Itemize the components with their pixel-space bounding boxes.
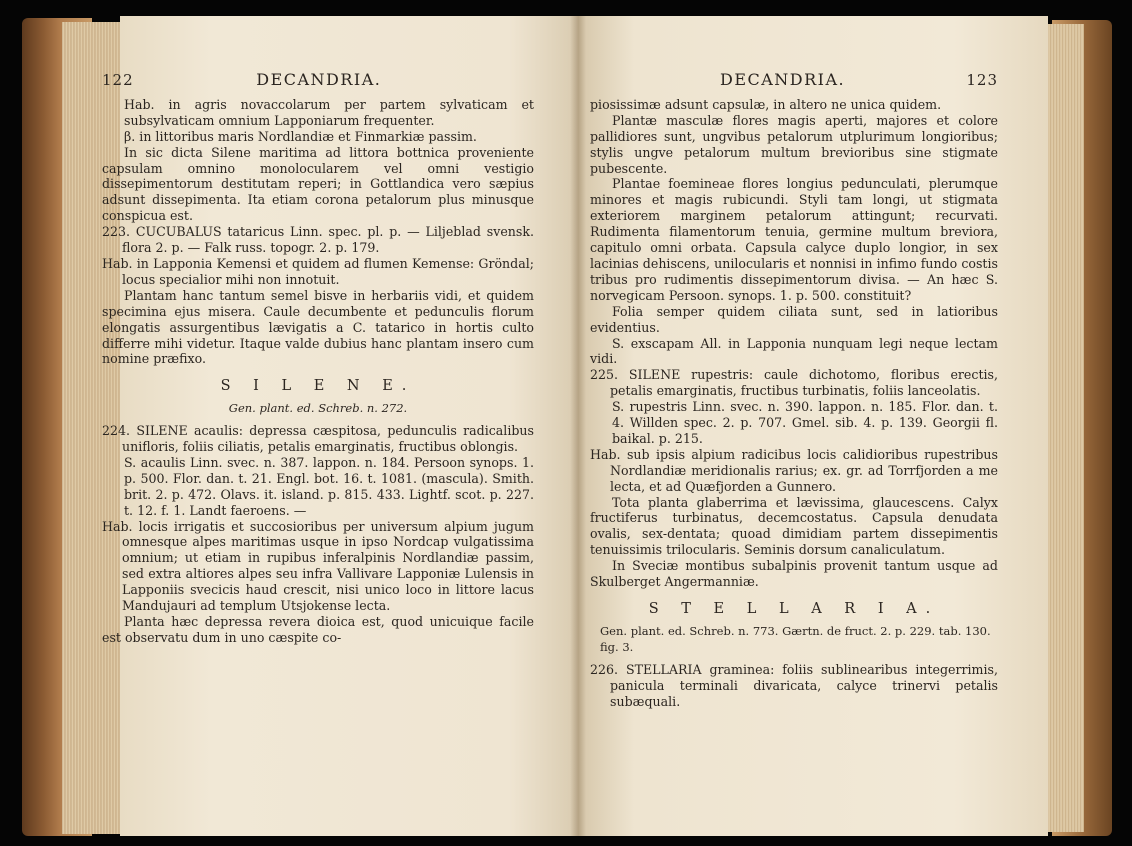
book-gutter [570, 16, 586, 836]
paragraph: S. exscapam All. in Lapponia nunquam legi neque lectam vidi. [590, 335, 998, 367]
paragraph: Plantae foemineae flores longius pedunculati, plerumque minores et magis rubicundi. Styli tam longi, ut stigmata exteriorem marginem petalorum attingunt; recurvati. Rudimenta filamentorum tenuia, germine multum breviora, capitulo omni orbata. Capsula calyce duplo longior, in sex lacinias dehiscens, unilocularis et nonnisi in infimo fundo costis tribus pro rudimentis dissepimentorum divisa. — An hæc S. norvegicam Persoon. synops. 1. p. 500. constituit? [590, 176, 998, 303]
paragraph: Hab. sub ipsis alpium radicibus locis calidioribus rupestribus Nordlandiæ meridionalis rarius; ex. gr. ad Torrfjorden a me lecta, et ad Quæfjorden a Gunnero. [590, 446, 998, 494]
page-number-left: 122 [102, 71, 134, 89]
paragraph: S. acaulis Linn. svec. n. 387. lappon. n. 184. Persoon synops. 1. p. 500. Flor. dan. t. 21. Engl. bot. 16. t. 1081. (mascula). Smith. brit. 2. p. 472. Olavs. it. island. p. 815. 433. Lightf. scot. p. 227. t. 12. f. 1. Landt faeroens. — [124, 454, 534, 518]
right-paragraphs [590, 97, 998, 590]
running-head-right [590, 72, 998, 89]
paragraph: 225. SILENE rupestris: caule dichotomo, floribus erectis, petalis emarginatis, fructibus turbinatis, foliis lanceolatis. [590, 367, 998, 399]
paragraph: In sic dicta Silene maritima ad littora bottnica proveniente capsulam omnino monolocularem vel omni vestigio dissepimentorum destitutam reperi; in Gottlandica vero sæpius adsunt dissepimenta. Ita etiam corona petalorum plus minusque conspicua est. [102, 144, 534, 224]
paragraph: piosissimæ adsunt capsulæ, in altero ne unica quidem. [590, 96, 942, 112]
paragraph: Hab. in Lapponia Kemensi et quidem ad flumen Kemense: Gröndal; locus specialior mihi non innotuit. [102, 255, 534, 287]
genus-reference-silene: Gen. plant. ed. Schreb. n. 272. [228, 401, 408, 416]
paragraph: Tota planta glaberrima et lævissima, glaucescens. Calyx fructiferus turbinatus, decemcostatus. Capsula denudata ovalis, sex-dentata; quoad dimidiam partem dissepimentis tenuissimis trilocularis. Seminis dorsum canaliculatum. [590, 494, 998, 558]
right-paragraphs-2 [590, 662, 998, 710]
paragraph: β. in littoribus maris Nordlandiæ et Finmarkiæ passim. [124, 128, 477, 144]
paragraph: S. rupestris Linn. svec. n. 390. lappon. n. 185. Flor. dan. t. 4. Willden spec. 2. p. 707. Gmel. sib. 4. p. 139. Georgii fl. baikal. p. 215. [612, 399, 998, 446]
paragraph: 223. CUCUBALUS tataricus Linn. spec. pl. p. — Liljeblad svensk. flora 2. p. — Falk russ. topogr. 2. p. 179. [102, 224, 534, 256]
page-number-right: 123 [966, 71, 998, 89]
paragraph: Hab. locis irrigatis et succosioribus per universum alpium jugum omnesque alpes maritimas usque in ipso Nordcap vulgatissima omnium; ut etiam in rupibus inferalpinis Nordlandiæ passim, sed extra altiores alpes seu infra Vallivare Lapponiæ Lulensis in Lapponiis svecicis haud crescit, nisi unico loco in littore lacus Mandujauri ad templum Utsjokense lecta. [102, 518, 534, 614]
running-head-left [102, 72, 534, 89]
genus-title-stellaria: S T E L L A R I A. [648, 601, 940, 617]
paragraph: Plantæ masculæ flores magis aperti, majores et colore pallidiores sunt, ungvibus petalorum utplurimum longioribus; stylis ungve petalorum multum brevioribus sine stigmate pubescente. [590, 112, 998, 176]
left-paragraphs-2 [102, 423, 534, 646]
paragraph: 226. STELLARIA graminea: foliis sublinearibus integerrimis, panicula terminali divaricata, calyce trinervi petalis subæquali. [590, 661, 998, 709]
running-title-right: DECANDRIA. [720, 70, 846, 89]
genus-title-silene: S I L E N E. [220, 378, 416, 395]
genus-reference-stellaria: Gen. plant. ed. Schreb. n. 773. Gærtn. de fruct. 2. p. 229. tab. 130. fig. 3. [600, 623, 991, 654]
paragraph: Plantam hanc tantum semel bisve in herbariis vidi, et quidem specimina ejus misera. Caule decumbente et pedunculis florum elongatis assurgentibus lævigatis a C. tatarico in hortis culto differre mihi videtur. Itaque valde dubius hanc plantam insero cum nomine præfixo. [102, 287, 534, 367]
left-paragraphs [102, 97, 534, 367]
paragraph: In Sveciæ montibus subalpinis provenit tantum usque ad Skulberget Angermanniæ. [590, 558, 998, 590]
paragraph: Folia semper quidem ciliata sunt, sed in latioribus evidentius. [590, 303, 998, 335]
paragraph: Hab. in agris novaccolarum per partem sylvaticam et subsylvaticam omnium Lapponiarum frequenter. [124, 96, 534, 128]
paragraph: Planta hæc depressa revera dioica est, quod unicuique facile est observatu dum in uno cæspite co- [102, 614, 534, 645]
right-page-content [590, 72, 998, 709]
left-page-content [102, 72, 534, 646]
running-title-left: DECANDRIA. [256, 70, 382, 89]
paragraph: 224. SILENE acaulis: depressa cæspitosa, pedunculis radicalibus unifloris, foliis ciliatis, petalis emarginatis, fructibus oblongis. [102, 423, 534, 455]
